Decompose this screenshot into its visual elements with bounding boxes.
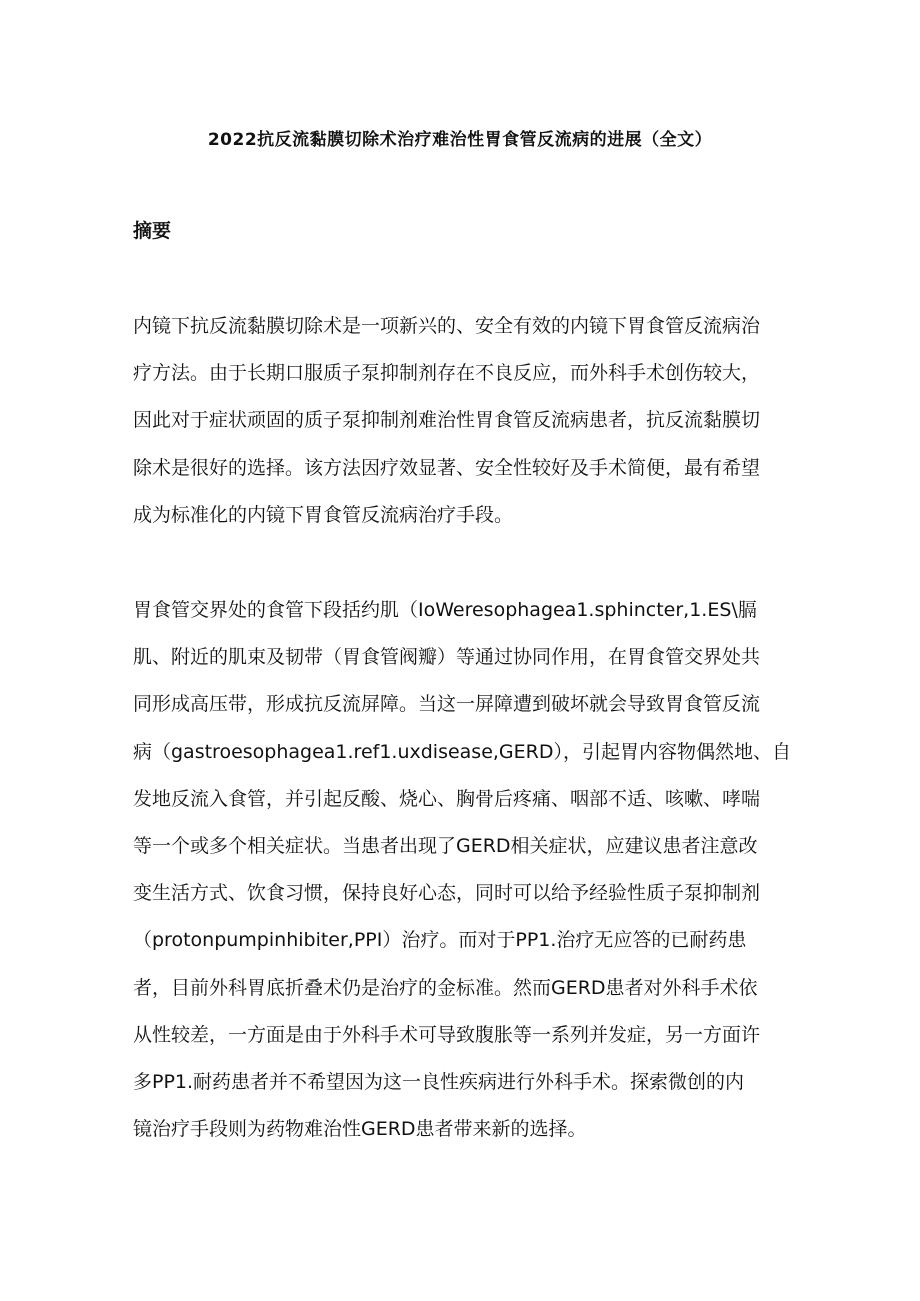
paragraph-line: 成为标准化的内镜下胃食管反流病治疗手段。: [133, 503, 514, 526]
paragraph-line: 镜治疗手段则为药物难治性GERD患者带来新的选择。: [133, 1118, 587, 1141]
paragraph-line: 多PP1.耐药患者并不希望因为这一良性疾病进行外科手术。探索微创的内: [133, 1071, 745, 1094]
paragraph-line: 变生活方式、饮食习惯，保持良好心态，同时可以给予经验性质子泵抑制剂: [133, 882, 761, 905]
paragraph-line: 从性较差，一方面是由于外科手术可导致腹胀等一系列并发症，另一方面许: [133, 1023, 761, 1046]
paragraph-line: 肌、附近的肌束及韧带（胃食管阀瓣）等通过协同作用，在胃食管交界处共: [133, 646, 761, 669]
paragraph-line: 等一个或多个相关症状。当患者出现了GERD相关症状，应建议患者注意改: [133, 835, 758, 858]
paragraph-line: （protonpumpinhibiter,PPI）治疗。而对于PP1.治疗无应答的已耐药患: [133, 929, 747, 952]
paragraph-line: 病（gastroesophagea1.ref1.uxdisease,GERD），引起胃内容物偶然地、自: [133, 740, 791, 763]
abstract-paragraph: [133, 303, 801, 539]
paragraph-line: 除术是很好的选择。该方法因疗效显著、安全性较好及手术简便，最有希望: [133, 456, 761, 479]
abstract-heading: 摘要: [133, 220, 172, 242]
paragraph-line: 发地反流入食管，并引起反酸、烧心、胸骨后疼痛、咽部不适、咳嗽、哮喘: [133, 787, 761, 810]
document-title: 2022抗反流黏膜切除术治疗难治性胃食管反流病的进展（全文）: [207, 130, 713, 150]
paragraph-line: 因此对于症状顽固的质子泵抑制剂难治性胃食管反流病患者，抗反流黏膜切: [133, 409, 761, 432]
paragraph-line: 同形成高压带，形成抗反流屏障。当这一屏障遭到破坏就会导致胃食管反流: [133, 693, 761, 716]
paragraph-line: 胃食管交界处的食管下段括约肌（IoWeresophagea1.sphincter,1.ES\膈: [133, 599, 757, 621]
paragraph-line: 疗方法。由于长期口服质子泵抑制剂存在不良反应，而外科手术创伤较大，: [133, 362, 761, 385]
paragraph-line: 者，目前外科胃底折叠术仍是治疗的金标准。然而GERD患者对外科手术依: [133, 976, 758, 999]
body-paragraph: [133, 587, 801, 1153]
paragraph-line: 内镜下抗反流黏膜切除术是一项新兴的、安全有效的内镜下胃食管反流病治: [133, 315, 761, 337]
